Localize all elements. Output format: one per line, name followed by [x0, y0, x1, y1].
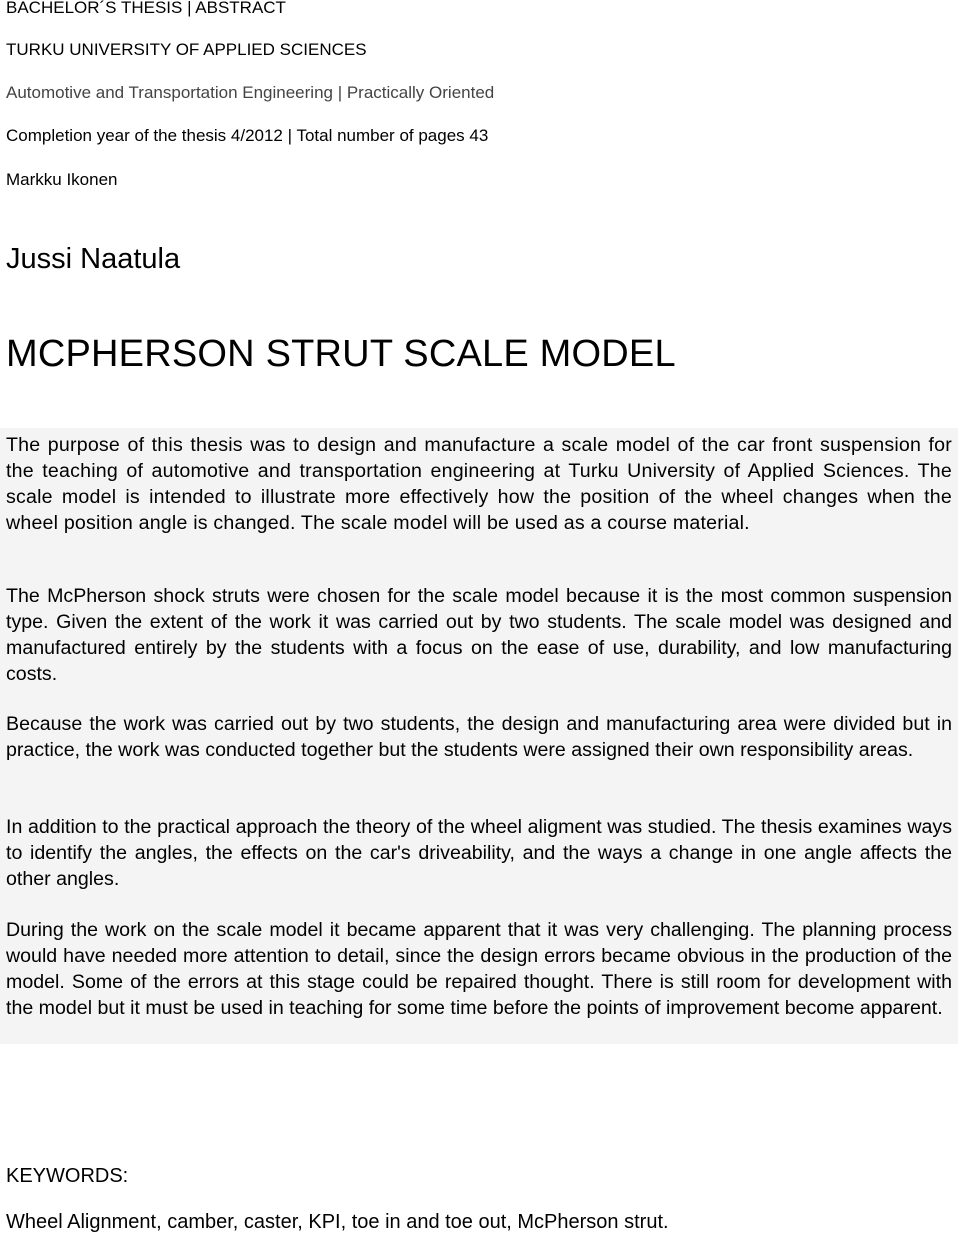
- abstract-paragraph-1: The purpose of this thesis was to design and manufacture a scale model of the car front suspension for the teaching of automotive and transportation engineering at Turku University of Applied Sciences. The scale model is intended to illustrate more effectively how the position of the wheel changes when the wheel position angle is changed. The scale model will be used as a course material.: [6, 434, 952, 534]
- author-name: Jussi Naatula: [6, 243, 181, 275]
- keywords-label: KEYWORDS:: [6, 1165, 129, 1187]
- abstract-body: [0, 428, 958, 1044]
- keywords-list: Wheel Alignment, camber, caster, KPI, toe in and toe out, McPherson strut.: [6, 1211, 669, 1233]
- abstract-paragraph-5: During the work on the scale model it became apparent that it was very challenging. The planning process would have needed more attention to detail, since the design errors became obvious in the production of the model. Some of the errors at this stage could be repaired thought. There is still room for development with the model but it must be used in teaching for some time before the points of improvement become apparent.: [6, 919, 952, 1019]
- supervisor-name: Markku Ikonen: [6, 170, 118, 189]
- abstract-paragraph-4: In addition to the practical approach the theory of the wheel aligment was studied. The thesis examines ways to identify the angles, the effects on the car's driveability, and the ways a change in one angle affects the other angles.: [6, 816, 952, 890]
- abstract-paragraph-2: The McPherson shock struts were chosen for the scale model because it is the most common suspension type. Given the extent of the work it was carried out by two students. The scale model was designed and manufactured entirely by the students with a focus on the ease of use, durability, and low manufacturing costs.: [6, 585, 952, 685]
- abstract-paragraph-3: Because the work was carried out by two students, the design and manufacturing area were divided but in practice, the work was conducted together but the students were assigned their own responsibility areas.: [6, 713, 952, 761]
- degree-programme: Automotive and Transportation Engineering | Practically Oriented: [6, 83, 495, 102]
- completion-info: Completion year of the thesis 4/2012 | Total number of pages 43: [6, 126, 489, 145]
- document-type: BACHELOR´S THESIS | ABSTRACT: [6, 0, 286, 17]
- thesis-title: MCPHERSON STRUT SCALE MODEL: [6, 333, 676, 375]
- university-name: TURKU UNIVERSITY OF APPLIED SCIENCES: [6, 40, 367, 59]
